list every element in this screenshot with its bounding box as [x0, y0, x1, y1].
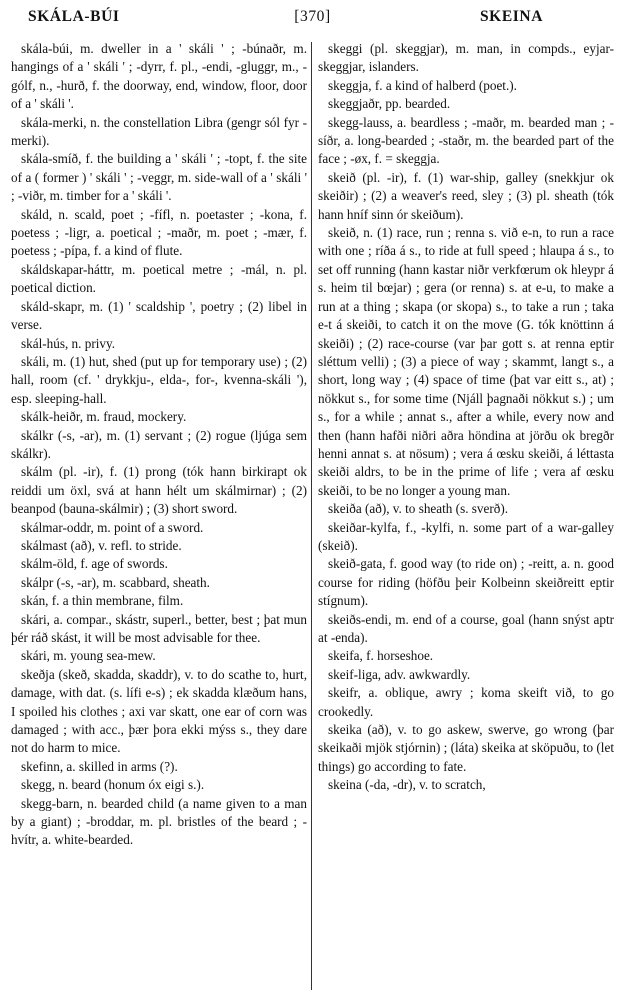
dictionary-entry: skegg-barn, n. bearded child (a name given to a man by a giant) ; -broddar, m. pl. bristles of the beard ; -hvítr, a. white-bearded.	[11, 795, 307, 848]
dictionary-entry: skeggi (pl. skeggjar), m. man, in compds., eyjar-skeggjar, islanders.	[318, 41, 614, 75]
dictionary-entry: skeið, n. (1) race, run ; renna s. við e-n, to run a race with one ; ríða á s., to ride at full speed ; hlaupa á s., to set off running (hann kastar niðr verkfœrum ok hleypr á s. heim til bœjar) ; gera (or renna) s. at e-u, to make a run at a thing ; skapa (or skopa) s., to take a run ; taka e-t á skeiði, to catch it on the move (G. tók knöttinn á skeiði) ; (2) race-course (var þar gott s. at renna eptir sléttum velli) ; (3) a piece of way ; skammt, langt s., a short, long way ; (4) space of time (þat var eitt s., at) ; nökkut s., for some time (Njáll þagnaði nökkut s.) ; um s., for a while ; annat s., after a while, every now and then (hann hafði niðri aðra höndina at jörðu ok bregðr henni annat s. at nösum) ; vera á œsku skeiði, á léttasta skeiði aldrs, to be in the prime of life ; vera af œsku skeiði, to be no longer a young man.	[318, 225, 614, 498]
dictionary-entry: skálkr (-s, -ar), m. (1) servant ; (2) rogue (ljúga sem skálkr).	[11, 427, 307, 461]
dictionary-entry: skála-smíð, f. the building a ' skáli ' ; -topt, f. the site of a ( former ) ' skáli ' ; -veggr, m. side-wall of a ' skáli ' ; -viðr, m. timber for a ' skáli '.	[11, 151, 307, 204]
dictionary-entry: skeið (pl. -ir), f. (1) war-ship, galley (snekkjur ok skeiðir) ; (2) a weaver's reed, sley ; (3) pl. sheath (tók hann hníf sinn ór skeiðum).	[318, 169, 614, 222]
dictionary-entry: skeifr, a. oblique, awry ; koma skeift við, to go crookedly.	[318, 685, 614, 719]
dictionary-entry: skári, a. compar., skástr, superl., better, best ; þat mun þér ráð skást, it will be most advisable for thee.	[11, 611, 307, 645]
dictionary-entry: skeggjaðr, pp. bearded.	[328, 96, 451, 112]
dictionary-entry: skán, f. a thin membrane, film.	[21, 593, 184, 609]
dictionary-entry: skeika (að), v. to go askew, swerve, go wrong (þar skeikaði mjök stjórnin) ; (láta) skeika at sköpuðu, to (let things) go according to fate.	[318, 722, 614, 774]
dictionary-entry: skáli, m. (1) hut, shed (put up for temporary use) ; (2) hall, room (cf. ' drykkju-, elda-, for-, kvenna-skáli '), esp. sleeping-hall.	[11, 353, 307, 406]
dictionary-entry: skeiðar-kylfa, f., -kylfi, n. some part of a war-galley (skeið).	[318, 519, 614, 553]
dictionary-entry: skeifa, f. horseshoe.	[328, 648, 434, 664]
dictionary-entry: skála-merki, n. the constellation Libra (gengr sól fyr -merki).	[11, 114, 307, 149]
dictionary-entry: skeif-liga, adv. awkwardly.	[328, 666, 471, 682]
dictionary-entry: skeiðs-endi, m. end of a course, goal (hann snýst aptr at -enda).	[318, 611, 614, 645]
dictionary-entry: skálmar-oddr, m. point of a sword.	[21, 519, 204, 535]
page-number: [370]	[294, 8, 331, 25]
page-header	[10, 8, 615, 32]
dictionary-entry: skegg, n. beard (honum óx eigi s.).	[21, 777, 205, 793]
dictionary-entry: skálpr (-s, -ar), m. scabbard, sheath.	[21, 574, 210, 590]
left-column	[11, 40, 307, 850]
dictionary-entry: skeið-gata, f. good way (to ride on) ; -reitt, a. n. good course for riding (höfðu þeir Kolbeinn skeiðreitt eptir stígnum).	[318, 556, 614, 609]
dictionary-entry: skeggja, f. a kind of halberd (poet.).	[328, 77, 517, 93]
header-left-guideword: SKÁLA-BÚI	[28, 8, 120, 25]
header-right-guideword: SKEINA	[479, 8, 543, 25]
dictionary-entry: skáld-skapr, m. (1) ' scaldship ', poetry ; (2) libel in verse.	[11, 298, 307, 333]
dictionary-entry: skeina (-da, -dr), v. to scratch,	[328, 777, 486, 793]
dictionary-entry: skáldskapar-háttr, m. poetical metre ; -mál, n. pl. poetical diction.	[11, 261, 307, 296]
dictionary-entry: skálm-öld, f. age of swords.	[21, 556, 168, 572]
dictionary-entry: skáld, n. scald, poet ; -fífl, n. poetaster ; -kona, f. poetess ; -ligr, a. poetical ; -maðr, m. poet ; -mær, f. poetess ; -pípa, f. a kind of flute.	[11, 206, 307, 259]
dictionary-entry: skegg-lauss, a. beardless ; -maðr, m. bearded man ; -síðr, a. long-bearded ; -staðr, m. the bearded part of the face ; -øx, f. = skeggja.	[318, 114, 614, 167]
dictionary-entry: skála-búi, m. dweller in a ' skáli ' ; -búnaðr, m. hangings of a ' skáli ' ; -dyrr, f. pl., -endi, -gluggr, m., -gólf, n., -hurð, f. the doorway, end, window, floor, door of a ' skáli '.	[11, 41, 307, 112]
right-column	[318, 40, 614, 795]
dictionary-entry: skefinn, a. skilled in arms (?).	[21, 758, 178, 774]
dictionary-entry: skálmast (að), v. refl. to stride.	[21, 537, 182, 553]
dictionary-entry: skálm (pl. -ir), f. (1) prong (tók hann birkirapt ok reiddi um öxl, svá at hann hélt um skálmirnar) ; (2) beanpod (bauna-skálmir) ; (3) short sword.	[11, 464, 307, 517]
dictionary-entry: skál-hús, n. privy.	[21, 335, 116, 351]
dictionary-entry: skeiða (að), v. to sheath (s. sverð).	[328, 501, 509, 517]
dictionary-entry: skeðja (skeð, skadda, skaddr), v. to do scathe to, hurt, damage, with dat. (s. lífi e-s) ; ek skadda klæðum hans, I spoiled his clothes ; axi var skatt, one ear of corn was damaged ; with acc., þær þora ekki mýss s., they dare not do harm to mice.	[11, 666, 307, 756]
column-divider	[311, 42, 312, 990]
dictionary-entry: skári, m. young sea-mew.	[21, 648, 156, 664]
dictionary-entry: skálk-heiðr, m. fraud, mockery.	[21, 409, 187, 425]
